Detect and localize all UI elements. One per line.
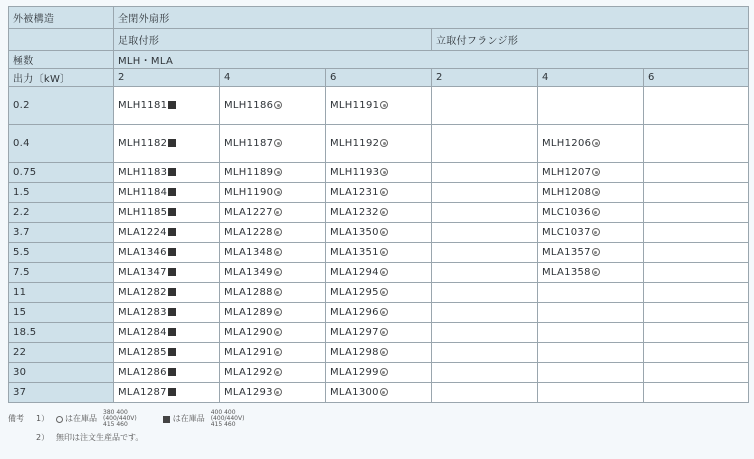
empty-cell [432, 223, 538, 243]
empty-cell [432, 283, 538, 303]
empty-cell [432, 87, 538, 125]
model-code: MLA1349 [224, 267, 273, 278]
stock-circle-icon [274, 348, 282, 356]
empty-cell [538, 383, 644, 403]
spec-sheet [8, 6, 748, 403]
model-cell [538, 223, 644, 243]
empty-cell [432, 263, 538, 283]
empty-cell [432, 343, 538, 363]
model-code: MLA1285 [118, 347, 167, 358]
stock-circle-icon [592, 248, 600, 256]
output-kw-cell: 22 [9, 343, 114, 363]
table-row [9, 283, 749, 303]
empty-cell [432, 183, 538, 203]
series-name: MLH・MLA [114, 51, 749, 69]
stock-circle-icon [380, 101, 388, 109]
model-cell [326, 163, 432, 183]
model-cell [538, 263, 644, 283]
model-cell [114, 223, 220, 243]
empty-cell [432, 125, 538, 163]
model-code: MLA1227 [224, 207, 273, 218]
table-row [9, 183, 749, 203]
model-cell [220, 183, 326, 203]
output-kw-cell: 3.7 [9, 223, 114, 243]
notes [8, 408, 748, 446]
stock-circle-icon [274, 368, 282, 376]
stock-circle-icon [380, 228, 388, 236]
stock-circle-icon [380, 388, 388, 396]
table-row [9, 323, 749, 343]
empty-cell [432, 163, 538, 183]
model-cell [114, 243, 220, 263]
pole-header: 2 [114, 69, 220, 87]
empty-cell [644, 183, 749, 203]
empty-cell [538, 363, 644, 383]
stock-circle-icon [592, 168, 600, 176]
model-cell [326, 243, 432, 263]
table-row [9, 125, 749, 163]
stock-square-icon [168, 208, 176, 216]
voltage-line: (400/440V) [210, 415, 245, 422]
stock-circle-icon [274, 101, 282, 109]
poles-row [9, 69, 749, 87]
model-cell [220, 223, 326, 243]
table-row [9, 363, 749, 383]
poles-label: 極数 [9, 51, 114, 69]
notes-heading: 備考 [8, 414, 24, 424]
stock-square-icon [163, 416, 170, 423]
output-kw-cell: 7.5 [9, 263, 114, 283]
model-cell [326, 263, 432, 283]
model-code: MLA1350 [330, 227, 379, 238]
empty-cell [644, 303, 749, 323]
pole-header: 6 [326, 69, 432, 87]
model-code: MLA1297 [330, 327, 379, 338]
model-cell [114, 263, 220, 283]
model-code: MLC1036 [542, 207, 591, 218]
model-code: MLA1300 [330, 387, 379, 398]
stock-circle-icon [274, 308, 282, 316]
model-code: MLA1292 [224, 367, 273, 378]
output-kw-cell: 2.2 [9, 203, 114, 223]
mount-foot: 足取付形 [114, 29, 432, 51]
enclosure-value: 全閉外扇形 [114, 7, 749, 29]
table-row [9, 263, 749, 283]
model-cell [114, 323, 220, 343]
model-code: MLA1347 [118, 267, 167, 278]
model-code: MLA1228 [224, 227, 273, 238]
model-code: MLH1186 [224, 100, 274, 111]
model-code: MLA1231 [330, 187, 379, 198]
model-cell [114, 163, 220, 183]
empty-cell [644, 363, 749, 383]
model-cell [326, 343, 432, 363]
model-code: MLA1358 [542, 267, 591, 278]
model-cell [538, 125, 644, 163]
model-cell [220, 283, 326, 303]
stock-circle-icon [380, 188, 388, 196]
stock-circle-icon [592, 139, 600, 147]
empty-cell [432, 303, 538, 323]
empty-cell [432, 203, 538, 223]
table-row [9, 383, 749, 403]
stock-circle-icon [380, 308, 388, 316]
model-cell [326, 363, 432, 383]
model-code: MLA1299 [330, 367, 379, 378]
model-code: MLH1185 [118, 207, 168, 218]
empty-cell [538, 323, 644, 343]
model-code: MLH1206 [542, 138, 592, 149]
mount-label-spacer [9, 29, 114, 51]
model-code: MLA1284 [118, 327, 167, 338]
empty-cell [538, 303, 644, 323]
empty-cell [644, 383, 749, 403]
stock-square-icon [168, 101, 176, 109]
stock-square-icon [168, 288, 176, 296]
model-code: MLH1181 [118, 100, 168, 111]
model-code: MLC1037 [542, 227, 591, 238]
model-cell [220, 363, 326, 383]
stock-circle-icon [592, 268, 600, 276]
model-cell [220, 125, 326, 163]
model-cell [114, 87, 220, 125]
empty-cell [644, 263, 749, 283]
table-row [9, 343, 749, 363]
empty-cell [644, 203, 749, 223]
note-1-voltages [103, 410, 137, 428]
stock-circle-icon [380, 208, 388, 216]
pole-header: 6 [644, 69, 749, 87]
model-cell [220, 263, 326, 283]
model-cell [114, 343, 220, 363]
stock-circle-icon [274, 328, 282, 336]
model-cell [114, 125, 220, 163]
model-code: MLA1286 [118, 367, 167, 378]
model-code: MLH1192 [330, 138, 380, 149]
empty-cell [432, 323, 538, 343]
stock-circle-icon [56, 416, 63, 423]
stock-circle-icon [380, 328, 388, 336]
stock-square-icon [168, 388, 176, 396]
model-cell [326, 383, 432, 403]
stock-circle-icon [380, 288, 388, 296]
model-cell [326, 283, 432, 303]
stock-circle-icon [274, 288, 282, 296]
model-cell [538, 243, 644, 263]
stock-square-icon [168, 168, 176, 176]
model-code: MLA1289 [224, 307, 273, 318]
output-kw-cell: 37 [9, 383, 114, 403]
model-cell [538, 203, 644, 223]
empty-cell [644, 243, 749, 263]
model-cell [220, 343, 326, 363]
output-kw-cell: 15 [9, 303, 114, 323]
table-row [9, 303, 749, 323]
model-code: MLH1189 [224, 167, 274, 178]
stock-circle-icon [274, 228, 282, 236]
model-code: MLA1293 [224, 387, 273, 398]
model-code: MLA1294 [330, 267, 379, 278]
stock-circle-icon [380, 248, 388, 256]
empty-cell [432, 383, 538, 403]
stock-square-icon [168, 139, 176, 147]
note-2-number: 2） [36, 433, 50, 443]
model-code: MLH1191 [330, 100, 380, 111]
model-cell [220, 243, 326, 263]
enclosure-label: 外被構造 [9, 7, 114, 29]
empty-cell [644, 163, 749, 183]
model-cell [326, 223, 432, 243]
mount-flange: 立取付フランジ形 [432, 29, 749, 51]
model-cell [538, 163, 644, 183]
stock-circle-icon [380, 268, 388, 276]
output-kw-cell: 5.5 [9, 243, 114, 263]
model-code: MLA1290 [224, 327, 273, 338]
stock-square-icon [168, 188, 176, 196]
model-code: MLH1183 [118, 167, 168, 178]
model-code: MLA1295 [330, 287, 379, 298]
empty-cell [644, 283, 749, 303]
stock-circle-icon [380, 348, 388, 356]
model-code: MLA1351 [330, 247, 379, 258]
model-code: MLH1184 [118, 187, 168, 198]
model-cell [220, 203, 326, 223]
pole-header: 4 [538, 69, 644, 87]
table-row [9, 203, 749, 223]
model-cell [220, 163, 326, 183]
stock-square-icon [168, 268, 176, 276]
model-cell [538, 183, 644, 203]
model-code: MLA1348 [224, 247, 273, 258]
pole-header: 4 [220, 69, 326, 87]
model-code: MLA1298 [330, 347, 379, 358]
stock-circle-icon [274, 268, 282, 276]
model-code: MLH1193 [330, 167, 380, 178]
note-1b-text: は在庫品 [172, 414, 205, 424]
output-kw-cell: 0.4 [9, 125, 114, 163]
model-cell [326, 303, 432, 323]
table-row [9, 163, 749, 183]
note-1-text: は在庫品 [65, 414, 97, 424]
stock-square-icon [168, 368, 176, 376]
model-code: MLH1187 [224, 138, 274, 149]
model-code: MLH1182 [118, 138, 168, 149]
model-cell [220, 323, 326, 343]
model-code: MLA1283 [118, 307, 167, 318]
output-kw-cell: 1.5 [9, 183, 114, 203]
stock-circle-icon [592, 188, 600, 196]
model-code: MLA1296 [330, 307, 379, 318]
voltage-line: 415 460 [103, 421, 128, 428]
model-code: MLA1346 [118, 247, 167, 258]
note-1-number: 1） [36, 414, 50, 424]
output-kw-cell: 11 [9, 283, 114, 303]
voltage-line: (400/440V) [103, 415, 137, 422]
stock-circle-icon [380, 139, 388, 147]
stock-circle-icon [274, 208, 282, 216]
stock-square-icon [168, 308, 176, 316]
table-row [9, 243, 749, 263]
table-row [9, 223, 749, 243]
model-cell [220, 383, 326, 403]
stock-circle-icon [274, 388, 282, 396]
model-code: MLA1291 [224, 347, 273, 358]
model-cell [326, 323, 432, 343]
model-code: MLA1282 [118, 287, 167, 298]
model-code: MLA1232 [330, 207, 379, 218]
model-code: MLA1288 [224, 287, 273, 298]
empty-cell [538, 343, 644, 363]
note-1b-voltages [211, 410, 245, 428]
model-cell [114, 283, 220, 303]
empty-cell [538, 87, 644, 125]
stock-circle-icon [592, 208, 600, 216]
empty-cell [644, 125, 749, 163]
model-code: MLH1190 [224, 187, 274, 198]
model-cell [326, 125, 432, 163]
model-code: MLH1208 [542, 187, 592, 198]
empty-cell [432, 243, 538, 263]
output-kw-cell: 0.75 [9, 163, 114, 183]
model-cell [220, 87, 326, 125]
voltage-line: 415 460 [210, 421, 236, 428]
table-row [9, 87, 749, 125]
stock-circle-icon [380, 168, 388, 176]
model-cell [326, 203, 432, 223]
empty-cell [644, 323, 749, 343]
output-label: 出力〔kW〕 [9, 69, 114, 87]
voltage-line: 400 400 [210, 409, 236, 416]
stock-circle-icon [274, 248, 282, 256]
output-kw-cell: 0.2 [9, 87, 114, 125]
model-cell [114, 183, 220, 203]
stock-square-icon [168, 348, 176, 356]
empty-cell [538, 283, 644, 303]
model-code: MLA1287 [118, 387, 167, 398]
stock-square-icon [168, 228, 176, 236]
model-cell [326, 87, 432, 125]
output-kw-cell: 18.5 [9, 323, 114, 343]
stock-circle-icon [274, 139, 282, 147]
stock-circle-icon [380, 368, 388, 376]
stock-square-icon [168, 328, 176, 336]
stock-circle-icon [274, 168, 282, 176]
note-2-text: 無印は注文生産品です。 [56, 433, 144, 443]
empty-cell [644, 87, 749, 125]
stock-circle-icon [592, 228, 600, 236]
model-cell [114, 363, 220, 383]
output-kw-cell: 30 [9, 363, 114, 383]
model-cell [114, 303, 220, 323]
model-cell [220, 303, 326, 323]
empty-cell [432, 363, 538, 383]
pole-header: 2 [432, 69, 538, 87]
empty-cell [644, 343, 749, 363]
stock-circle-icon [274, 188, 282, 196]
model-cell [114, 383, 220, 403]
motor-spec-table [8, 6, 749, 403]
stock-square-icon [168, 248, 176, 256]
empty-cell [644, 223, 749, 243]
model-cell [326, 183, 432, 203]
model-cell [114, 203, 220, 223]
model-code: MLH1207 [542, 167, 592, 178]
voltage-line: 380 400 [103, 409, 128, 416]
model-code: MLA1357 [542, 247, 591, 258]
model-code: MLA1224 [118, 227, 167, 238]
